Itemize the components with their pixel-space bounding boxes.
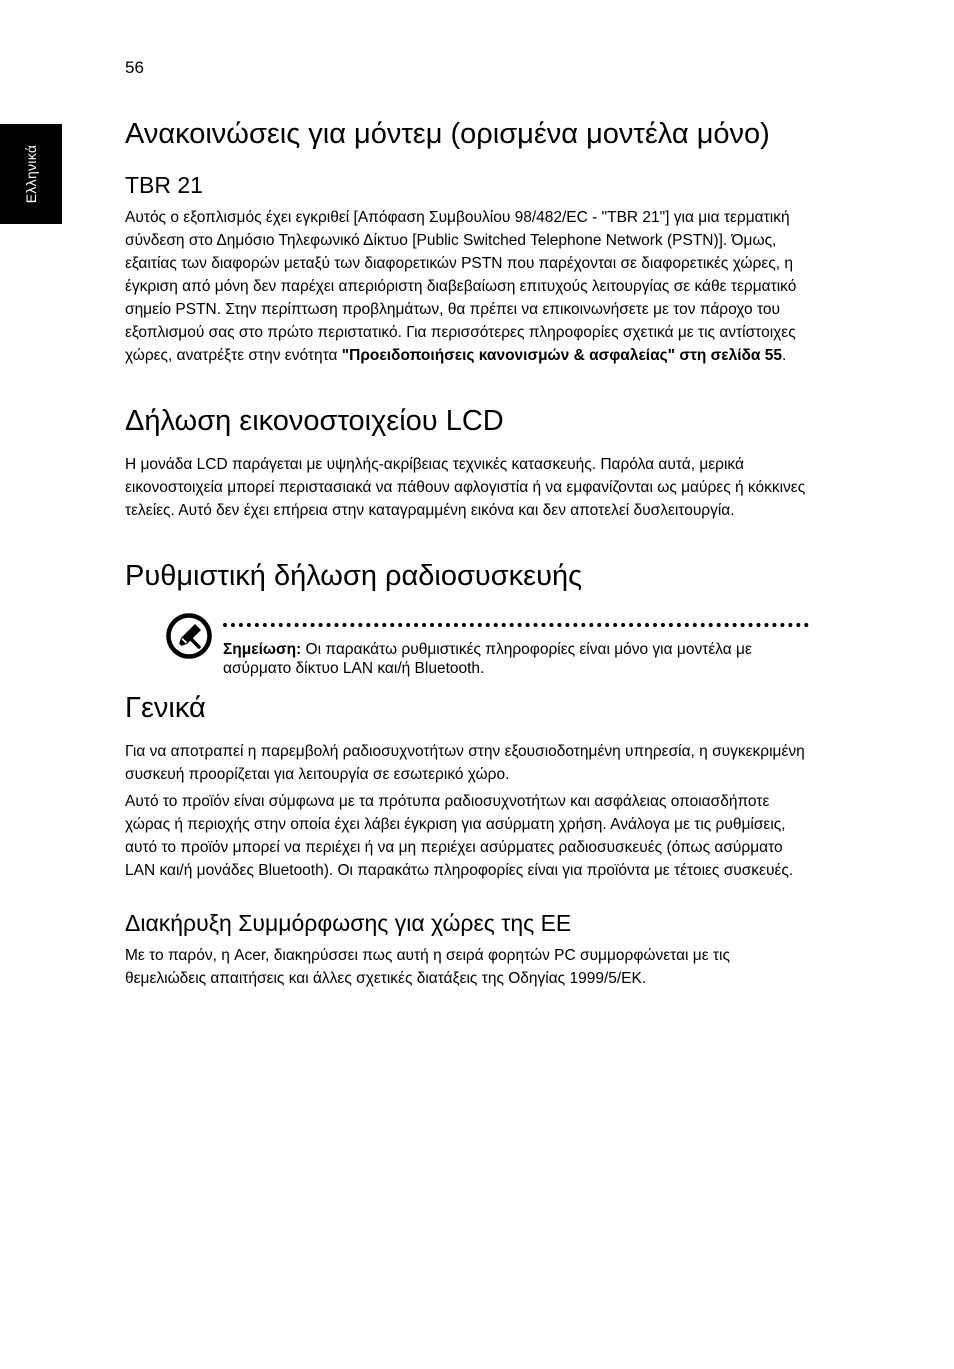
tbr21-paragraph xyxy=(125,206,815,367)
note-pen-icon xyxy=(165,612,213,660)
tbr21-end: . xyxy=(782,347,787,364)
eu-conformity-title: Διακήρυξη Συμμόρφωσης για χώρες της ΕΕ xyxy=(125,910,572,936)
general-paragraph-1: Για να αποτραπεί η παρεμβολή ραδιοσυχνοτήτων στην εξουσιοδοτημένη υπηρεσία, η συγκεκριμένη συσκευή προορίζεται για λειτουργία σε εσωτερικό χώρο. xyxy=(125,743,805,783)
lcd-pixel-paragraph: Η μονάδα LCD παράγεται με υψηλής-ακρίβειας τεχνικές κατασκευής. Παρόλα αυτά, μερικά εικονοστοιχεία μπορεί περιστασιακά να πάθουν αφλογιστία ή να εμφανίζονται ως μαύρες ή κόκκινες τελείες. Αυτό δεν έχει επήρεια στην καταγραμμένη εικόνα και δεν αποτελεί δυσλειτουργία. xyxy=(125,456,806,519)
tbr21-title: TBR 21 xyxy=(125,172,203,198)
note-label: Σημείωση: xyxy=(223,641,302,658)
note-text xyxy=(223,640,803,678)
safety-notices-link[interactable]: "Προειδοποιήσεις κανονισμών & ασφαλείας" στη σελίδα 55 xyxy=(341,347,783,364)
radio-regulatory-title: Ρυθμιστική δήλωση ραδιοσυσκευής xyxy=(125,560,583,592)
language-tab xyxy=(0,124,62,224)
note-box xyxy=(125,608,815,684)
lcd-pixel-title: Δήλωση εικονοστοιχείου LCD xyxy=(125,405,504,437)
eu-conformity-paragraph: Με το παρόν, η Acer, διακηρύσσει πως αυτή η σειρά φορητών PC συμμορφώνεται με τις θεμελιώδεις απαιτήσεις και άλλες σχετικές διατάξεις της Οδηγίας 1999/5/ΕΚ. xyxy=(125,947,730,987)
modem-notices-title: Ανακοινώσεις για μόντεμ (ορισμένα μοντέλα μόνο) xyxy=(125,118,770,150)
note-body: Οι παρακάτω ρυθμιστικές πληροφορίες είναι μόνο για μοντέλα με ασύρματο δίκτυο LAN και/ή Bluetooth. xyxy=(223,641,752,677)
general-paragraph-2: Αυτό το προϊόν είναι σύμφωνα με τα πρότυπα ραδιοσυχνοτήτων και ασφάλειας οποιασδήποτε χώρας ή περιοχής στην οποία έχει λάβει έγκριση για ασύρματη χρήση. Ανάλογα με τις ρυθμίσεις, αυτό το προϊόν μπορεί να περιέχει ή να μη περιέχει ασύρματες ραδιοσυσκευές (όπως ασύρματο LAN και/ή μονάδες Bluetooth). Οι παρακάτω πληροφορίες είναι για προϊόντα με τέτοιες συσκευές. xyxy=(125,793,794,879)
page-number: 56 xyxy=(125,58,144,77)
language-tab-label: Ελληνικά xyxy=(23,144,39,204)
tbr21-text: Αυτός ο εξοπλισμός έχει εγκριθεί [Απόφαση Συμβουλίου 98/482/EC - "TBR 21"] για μια τερματική σύνδεση στο Δημόσιο Τηλεφωνικό Δίκτυο [Public Switched Telephone Network (PSTN)]. Όμως, εξαιτίας των διαφορών μεταξύ των διαφορετικών PSTN που παρέχονται σε διαφορετικές χώρες, η έγκριση από μόνη δεν παρέχει απεριόριστη διαβεβαίωση επιτυχούς λειτουργίας σε κάθε τερματικό σημείο PSTN. Στην περίπτωση προβλημάτων, θα πρέπει να επικοινωνήσετε με τον πάροχο του εξοπλισμού σας στο πρώτο περιστατικό. Για περισσότερες πληροφορίες σχετικά με τις αντίστοιχες χώρες, ανατρέξτε στην ενότητα xyxy=(125,209,797,364)
note-dotted-rule xyxy=(223,623,809,627)
general-title: Γενικά xyxy=(125,692,206,724)
page-content xyxy=(125,114,815,990)
